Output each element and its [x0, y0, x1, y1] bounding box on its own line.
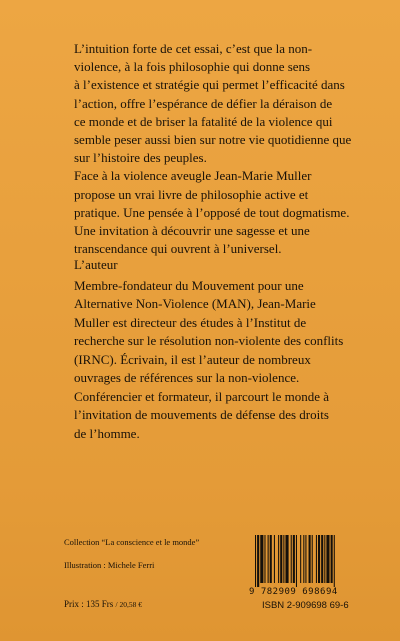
barcode-bar: [280, 535, 282, 583]
author-line: de l’homme.: [74, 425, 140, 441]
barcode-bar: [255, 535, 256, 587]
author-line: (IRNC). Écrivain, il est l’auteur de nombreux: [74, 351, 311, 367]
author-line: recherche sur le résolution non-violente des conflits: [74, 333, 344, 348]
barcode-bar: [260, 535, 263, 583]
blurb-line: semble peser aussi bien sur notre vie quotidienne que: [74, 132, 352, 148]
author-line: ouvrages de références sur la non-violence.: [74, 370, 300, 385]
blurb-line: Une invitation à découvrir une sagesse et une: [74, 223, 310, 239]
barcode-bar: [331, 535, 333, 583]
barcode-bar: [270, 535, 272, 583]
barcode-bar: [303, 535, 304, 583]
barcode-bar: [309, 535, 311, 583]
blurb-line: pratique. Une pensée à l’opposé de tout dogmatisme.: [74, 204, 350, 220]
barcode-bar: [268, 535, 269, 583]
barcode-bar: [278, 535, 279, 583]
barcode-bar: [305, 535, 306, 583]
barcode-bar: [326, 535, 329, 583]
collection-credit: Collection “La conscience et le monde”: [64, 537, 200, 547]
blurb-line: l’action, offre l’espérance de défier la déraison de: [74, 95, 333, 111]
blurb-line: Face à la violence aveugle Jean-Marie Muller: [74, 168, 312, 184]
barcode-bar: [324, 535, 325, 583]
author-heading: L’auteur: [74, 257, 118, 272]
barcode-bar: [264, 535, 265, 583]
blurb-line: violence, à la fois philosophie qui donne sens: [74, 59, 311, 75]
author-line: l’invitation de mouvements de défense des droits: [74, 407, 329, 422]
barcode-bar: [318, 535, 320, 583]
barcode-digits: 9 782909 698694: [249, 587, 338, 597]
blurb-line: transcendance qui ouvrent à l’universel.: [74, 241, 282, 257]
barcode-bar: [293, 535, 295, 583]
barcode-bar: [300, 535, 301, 583]
barcode-bars: [251, 535, 376, 587]
barcode-bar: [312, 535, 313, 583]
price-euro: / 20,58 €: [115, 600, 142, 609]
blurb-line: propose un vrai livre de philosophie active et: [74, 186, 309, 202]
barcode-bar: [274, 535, 275, 583]
barcode-bar: [285, 535, 288, 583]
price-label: [64, 599, 142, 609]
barcode-bar: [291, 535, 292, 583]
barcode-bar: [334, 535, 335, 587]
isbn-number: ISBN 2-909698 69-6: [262, 600, 349, 611]
barcode-bar: [316, 535, 317, 583]
author-line: Membre-fondateur du Mouvement pour une: [74, 277, 304, 293]
blurb-line: L’intuition forte de cet essai, c’est que la non-: [74, 41, 313, 56]
author-section: [74, 256, 374, 443]
blurb-line: sur l’histoire des peuples.: [74, 150, 207, 166]
barcode-bar: [283, 535, 284, 583]
barcode-bar: [257, 535, 259, 587]
blurb-line: à l’existence et stratégie qui permet l’efficacité dans: [74, 77, 345, 93]
author-line: Conférencier et formateur, il parcourt le monde à: [74, 388, 330, 404]
author-line: Muller est directeur des études à l’Institut de: [74, 314, 307, 330]
blurb-line: ce monde et de briser la fatalité de la violence qui: [74, 113, 333, 129]
barcode-bar: [296, 535, 297, 587]
illustration-credit: Illustration : Michele Ferri: [64, 560, 155, 570]
author-line: Alternative Non-Violence (MAN), Jean-Marie: [74, 296, 316, 311]
blurb-text: [74, 40, 374, 258]
barcode-bar: [321, 535, 323, 583]
price-francs: Prix : 135 Frs: [64, 599, 114, 609]
